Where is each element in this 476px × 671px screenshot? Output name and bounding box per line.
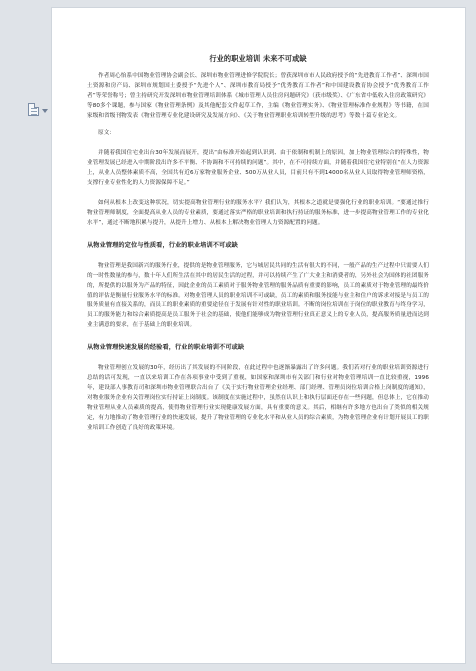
paragraph-1: 并随着我国住宅业出台30年发展而展开，提出“由标准开始起到认识到、由于依制和机制上的原因，加上物业管理综合的特殊性，物业管理发展已经进入中期阶段出许多不平衡、不协调和不可持续的问题”。其中，在不可持续方面，并随着我国住宅业特别在“在人力资源上，从业人员整体素质不高，全国共有近6万家物业服务企业、500万从业人员，目前只有不到14000名从业人员取得物业管理师资格，支撑行业专业性化的人力资源保障不足。” [87,150,429,187]
paragraph-3: 物业管理是我国新兴的服务行业，提供的是物业管理服务，它与城居民共同的生活有很大的不同，一般产品的生产过程中只需要人们的一时性数量的参与，数十年人们所生活在其中的居民生活的过程，并可以持续产生了广大业主和消费者的，另外社会为国体的社团服务的，所提供的以服务为产品的特征，因此企业的员工素质对于服务物业管理的服务品质有重要的影响，员工的素质对于物业管理的最终价值的评估是衡量行业服务水平的标准。对物业管理人员的职业培训不可或缺，员工的素质和服务技能与业主和住户的诉求对接是与员工的服务质量有直接关系的，而员工的职业素质的重要途径在于发展有针对性的职业培训。不断的岗位培训在于岗位的职业教育与终身学习，员工的服务能力和综合素质提高是员工服务于社会的基础，使他们能够成为物业管理行业真正意义上的专业人员，提高服务质量进而达到业主满意的要求，在于基础上的职业培训。 [87,262,429,329]
document-page [52,8,465,663]
paragraph-4: 物业管理创立发展的30年，经历出了其发展的不同阶段，在此过程中也逐渐暴露出了许多问题。我们若对行业的职业培训资源进行总结的话可发现，一直以来培训工作在各项事业中受到了重视，如国家和深圳市有关部门和行业对物业管理培训一直比较重视，1996年，建设部人事教育司和深圳市物业管理联合出台了《关于实行物业管理企业经理、部门经理、管理员岗位培训合格上岗制度的通知》，对物业服务企业有关管理岗位实行持证上岗制度。该制度在实施过程中，虽然在认识上和执行层面还存在一些问题，但总体上，它在推动物业管理从业人员素质的提高，使得物业管理行业实现健康发展方面，具有重要的意义。其后，相继有许多地方也出台了类似的相关规定，有力地推动了物业管理行业的快速发展，提升了物业管理的专业化水平和从业人员的综合素质，为物业管理企业有计划开展员工的职业培训工作创造了良好的政策环境。 [87,365,429,431]
paragraph-2: 如何从根本上改变这种状况，切实提高物业管理行业的服务水平？我们认为，其根本之道就是要强化行业的职业培训。“要通过推行物业管理师制度，全面提高从业人员的专业素质，要通过落实严格的职业培训和执行持证的服务标准，进一步提高物业管理工作的专业化水平”，通过不断地积累与提升，从提升上增力、从根本上解决物业管理人力资源配置的问题。 [87,200,429,226]
document-icon-line [31,108,37,109]
document-title: 行业的职业培训 未来不可或缺 [209,54,307,63]
original-label: 原文： [98,129,116,136]
paragraph-spacer [87,138,429,149]
paragraph-spacer [87,122,429,129]
document-icon[interactable] [28,103,39,116]
chevron-down-icon[interactable] [42,109,48,113]
document-body [87,54,429,650]
section-heading-1: 从物业管理的定位与性质看，行业的职业培训不可或缺 [87,241,238,249]
author-intro: 作者周心怡系中国物业管理协会副会长、深圳市物业管理进修学院院长；曾获深圳市市人民政府授予的“先进教育工作者”、深圳市国土资源和房产局、深圳市规划国土委授予“先进个人”、深圳市教育局授予“优秀教育工作者”和中国建设教育协会授予“优秀教育工作者”等荣誉称号；曾主持研究开发深圳市物业管理培训体系《城市管理人员住房问题研究》（获市级奖）、《广东省中低收入住房政策研究》等80多个课题，参与国家《物业管理条例》及其他配套文件起草工作，主编《物业管理实务》、《物业管理标准作业规程》等书籍，在国家级和省级刊物发表《物业管理专业化建设研究及发展方向》、《关于物业管理职业培训转型升级的思考》等数十篇专业论文。 [87,73,429,119]
paragraph-spacer [87,189,429,199]
section-heading-2: 从物业管理快速发展的经验看，行业的职业培训不可或缺 [87,344,245,352]
document-icon-line [31,114,37,115]
document-icon-line [31,111,37,112]
